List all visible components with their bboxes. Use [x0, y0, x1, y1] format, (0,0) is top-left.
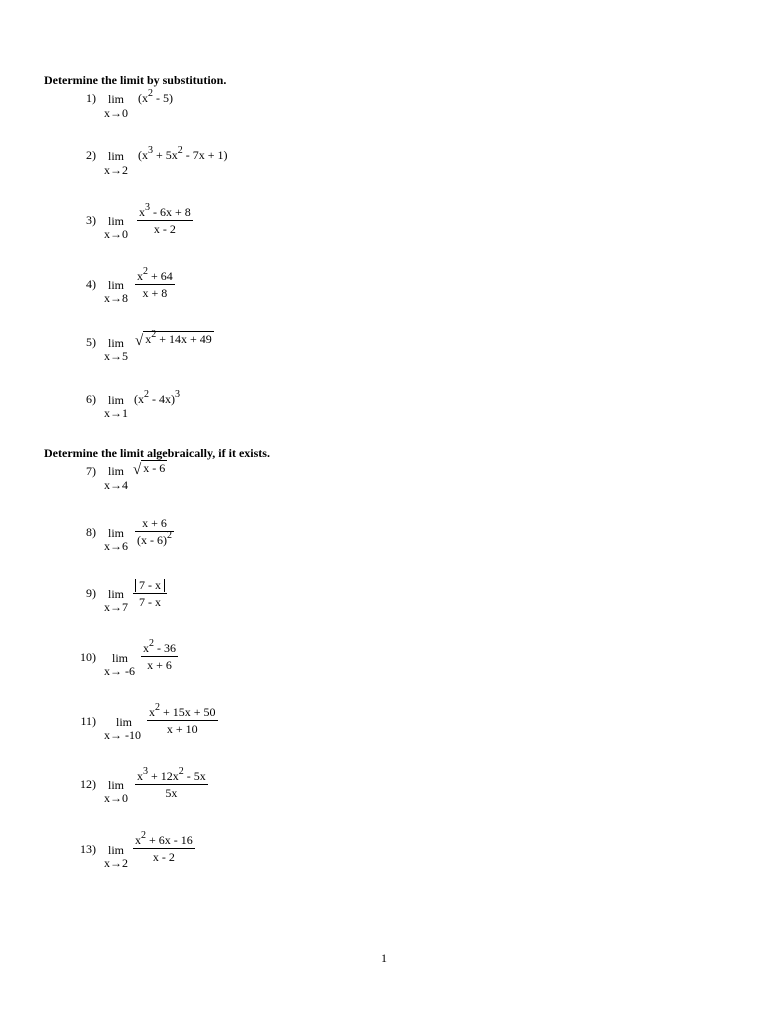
lim-label: lim	[108, 393, 125, 407]
limit-expression: $(x^2 - 5)$	[138, 88, 173, 105]
problem-number: 9)	[86, 586, 96, 600]
radical-sign: √	[133, 462, 142, 478]
problem-13	[0, 830, 768, 873]
fraction-denominator: (x - 6)$^2$	[137, 530, 172, 547]
problem-number: 12)	[80, 777, 96, 791]
problem-number: 11)	[80, 714, 96, 728]
lim-approach: x→2	[104, 856, 128, 870]
problem-number: 2)	[86, 148, 96, 162]
absolute-value: 7 - x	[135, 579, 165, 592]
section-heading-substitution: Determine the limit by substitution.	[44, 73, 227, 87]
fraction	[141, 638, 178, 672]
page-number: 1	[381, 951, 387, 965]
problem-7	[0, 460, 768, 500]
problem-4	[0, 266, 768, 309]
lim-label: lim	[112, 651, 129, 665]
fraction	[135, 266, 175, 300]
radical-sign: √	[135, 333, 144, 349]
lim-approach: x→0	[104, 227, 128, 241]
problem-5	[0, 331, 768, 371]
square-root-expression	[133, 460, 167, 479]
limit-expression: $(x^3 + 5x^2 - 7x + 1)$	[138, 145, 228, 162]
fraction	[135, 766, 208, 800]
fraction	[133, 830, 195, 864]
problem-1	[0, 90, 768, 130]
lim-approach: x→5	[104, 349, 128, 363]
fraction-numerator: $x^2 + 6x - 16$	[135, 830, 193, 847]
problem-number: 10)	[80, 650, 96, 664]
fraction-numerator: $x^2 - 36$	[143, 638, 176, 655]
problem-12	[0, 766, 768, 809]
problem-9	[0, 578, 768, 618]
fraction-numerator: $x^3 - 6x + 8$	[139, 202, 191, 219]
lim-label: lim	[108, 278, 125, 292]
lim-label: lim	[108, 149, 125, 163]
lim-label: lim	[108, 778, 125, 792]
lim-approach: x→7	[104, 600, 128, 614]
fraction	[135, 516, 174, 547]
lim-approach: x→4	[104, 478, 128, 492]
lim-approach: x→8	[104, 291, 128, 305]
problem-number: 7)	[86, 464, 96, 478]
fraction-denominator: 7 - x	[139, 595, 161, 609]
lim-label: lim	[108, 214, 125, 228]
radicand: $x^2 + 14x + 49$	[145, 329, 212, 346]
lim-approach: x→0	[104, 791, 128, 805]
lim-label: lim	[116, 715, 133, 729]
problem-3	[0, 202, 768, 245]
lim-approach: x→6	[104, 539, 128, 553]
lim-approach: x→0	[104, 106, 128, 120]
lim-label: lim	[108, 526, 125, 540]
radicand: x - 6	[143, 461, 166, 475]
lim-label: lim	[108, 336, 125, 350]
lim-label: lim	[108, 464, 125, 478]
lim-approach: x→1	[104, 406, 128, 420]
problem-8	[0, 516, 768, 556]
section-heading-algebraic: Determine the limit algebraically, if it exists.	[44, 446, 270, 460]
fraction-denominator: 5x	[165, 786, 178, 800]
problem-10	[0, 638, 768, 681]
lim-approach: x→2	[104, 163, 128, 177]
problem-number: 4)	[86, 277, 96, 291]
fraction-denominator: x - 2	[152, 850, 175, 864]
fraction-denominator: x + 8	[142, 286, 168, 300]
lim-label: lim	[108, 843, 125, 857]
problem-number: 3)	[86, 213, 96, 227]
lim-approach: x→ -6	[104, 664, 135, 678]
fraction-denominator: x + 6	[147, 658, 172, 672]
problem-6	[0, 388, 768, 428]
problem-number: 6)	[86, 392, 96, 406]
problem-2	[0, 147, 768, 187]
problem-number: 5)	[86, 335, 96, 349]
fraction-denominator: x + 10	[166, 722, 198, 736]
lim-approach: x→ -10	[104, 728, 141, 742]
problem-11	[0, 702, 768, 745]
fraction-numerator: $x^3 + 12x^2 - 5x$	[137, 766, 206, 783]
fraction	[133, 578, 167, 609]
fraction	[147, 702, 218, 736]
fraction-numerator: $x^2 + 64$	[137, 266, 173, 283]
problem-number: 8)	[86, 525, 96, 539]
fraction-numerator: $x^2 + 15x + 50$	[149, 702, 216, 719]
lim-label: lim	[108, 92, 125, 106]
problem-number: 1)	[86, 91, 96, 105]
problem-number: 13)	[80, 842, 96, 856]
fraction-denominator: x - 2	[153, 222, 176, 236]
fraction-numerator	[133, 578, 167, 594]
fraction	[137, 202, 193, 236]
limit-expression: $(x^2 - 4x)^3$	[134, 389, 180, 406]
lim-label: lim	[108, 587, 125, 601]
square-root-expression	[135, 331, 214, 350]
fraction-numerator: x + 6	[135, 516, 174, 532]
